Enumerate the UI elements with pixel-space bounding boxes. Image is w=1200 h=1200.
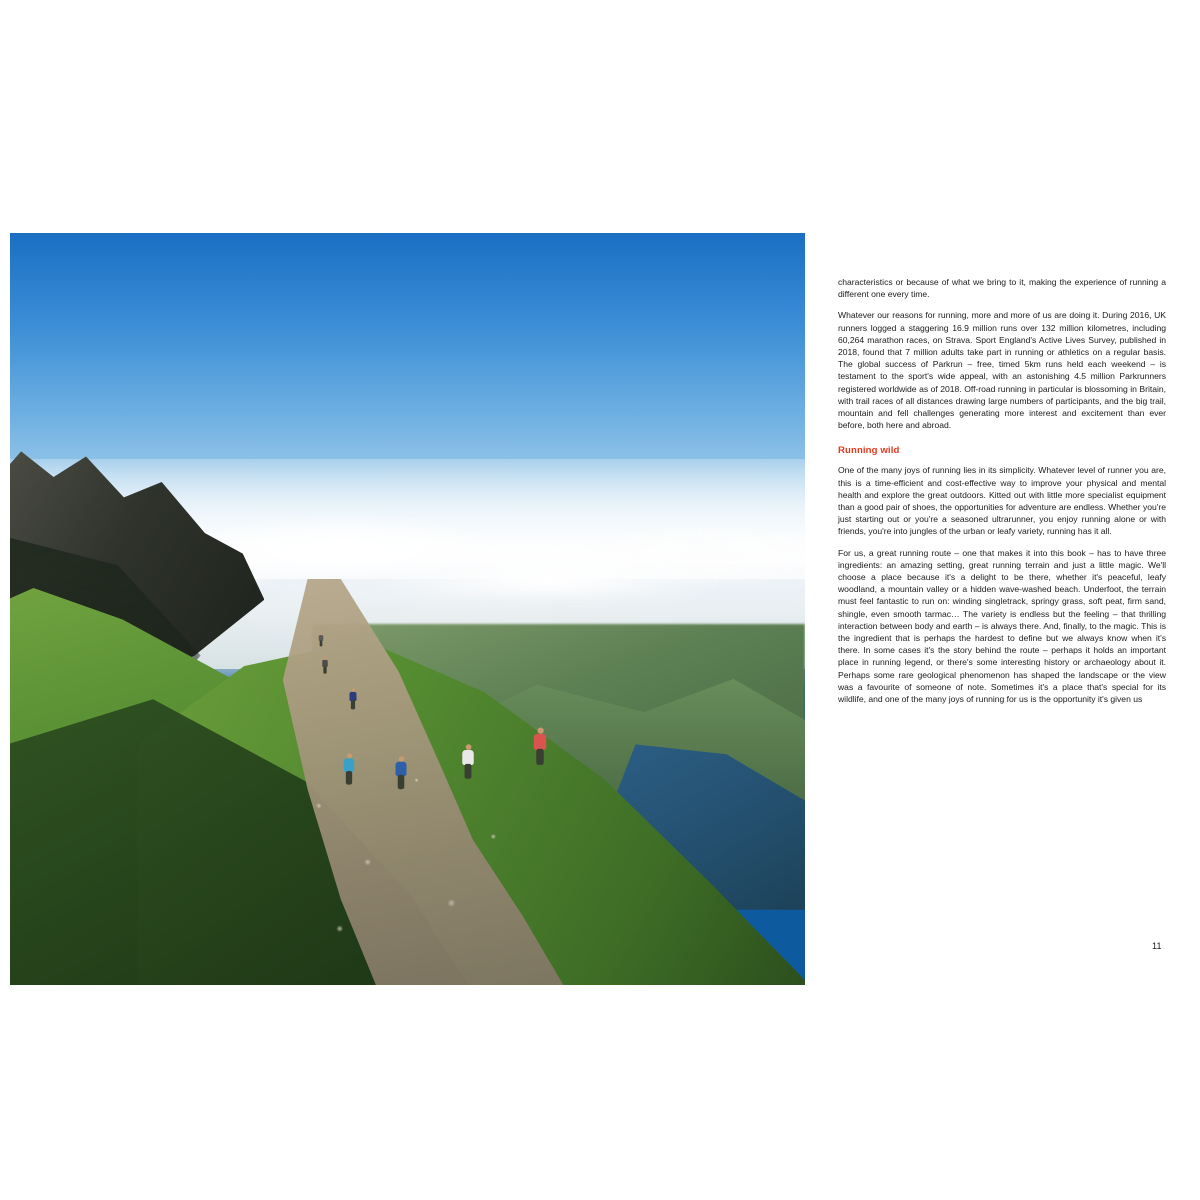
runner-legs [397,775,404,789]
section-heading-running-wild: Running wild [838,445,900,457]
runner-figure [533,734,546,767]
runner-figure [395,762,406,791]
runner-figure [319,635,324,647]
runner-torso [533,734,546,750]
mountain-ridge-photo [10,233,805,985]
runner-torso [462,750,474,765]
runner-head [537,727,543,733]
trail-stones [249,729,599,985]
runner-legs [323,667,326,674]
runner-figure [349,692,356,710]
photo-page [10,233,805,985]
runner-figure [462,750,474,780]
runner-figure [322,660,328,674]
body-paragraph-2: Whatever our reasons for running, more and more of us are doing it. During 2016, UK runners logged a staggering 16.9 million runs over 132 million kilometres, including 60,264 marathon races, on Strava. Sport England's Active Lives Survey, published in 2018, found that 7 million adults take part in running or athletics on a regular basis. The global success of Parkrun – free, timed 5km runs held each weekend – is testament to the sport's wide appeal, with an astonishing 4.5 million Parkrunners registered worldwide as of 2018. Off-road running in particular is blossoming in Britain, with trail races of all distances drawing large numbers of participants, and the big trail, mountain and fell challenges generating more interest and excitement than ever before, both here and abroad. [838,310,1166,431]
runner-legs [351,700,355,709]
text-page [838,276,1166,956]
page-number: 11 [1152,941,1162,951]
runner-legs [320,640,323,646]
runner-figure [344,759,355,786]
body-paragraph-1: characteristics or because of what we bring to it, making the experience of running a different one every time. [838,277,1166,300]
runner-legs [346,771,352,785]
runner-legs [465,764,472,779]
runner-legs [536,749,544,765]
body-paragraph-3: One of the many joys of running lies in its simplicity. Whatever level of runner you are, this is a time-efficient and cost-effective way to improve your physical and mental health and explore the great outdoors. Kitted out with little more specialist equipment than a good pair of shoes, the opportunities for adventure are endless. Whether you're just starting out or you're a seasoned ultrarunner, you enjoy running alone or with friends, you're into jungles of the urban or leafy variety, running has it all. [838,465,1166,537]
body-paragraph-4: For us, a great running route – one that makes it into this book – has to have three ingredients: an amazing setting, great running terrain and just a little magic. We'll choose a place because it's a delight to be there, whether it's peaceful, leafy woodland, a mountain valley or a hidden wave-washed beach. Underfoot, the terrain must feel fantastic to run on: winding singletrack, springy grass, soft peat, firm sand, shingle, even smooth tarmac… The variety is endless but the feeling – that thrilling interaction between body and earth – is always there. And, finally, to the magic. This is the ingredient that is perhaps the hardest to define but we always know when it's there. In some cases it's the story behind the route – perhaps it holds an important place in running legend, or there's some interesting history or archaeology about it. Perhaps some rare geological phenomenon has shaped the landscape or the view was a favourite of someone of note. Sometimes it's a place that's special for its wildlife, and one of the many joys of running for us is the opportunity it's given us [838,547,1166,705]
